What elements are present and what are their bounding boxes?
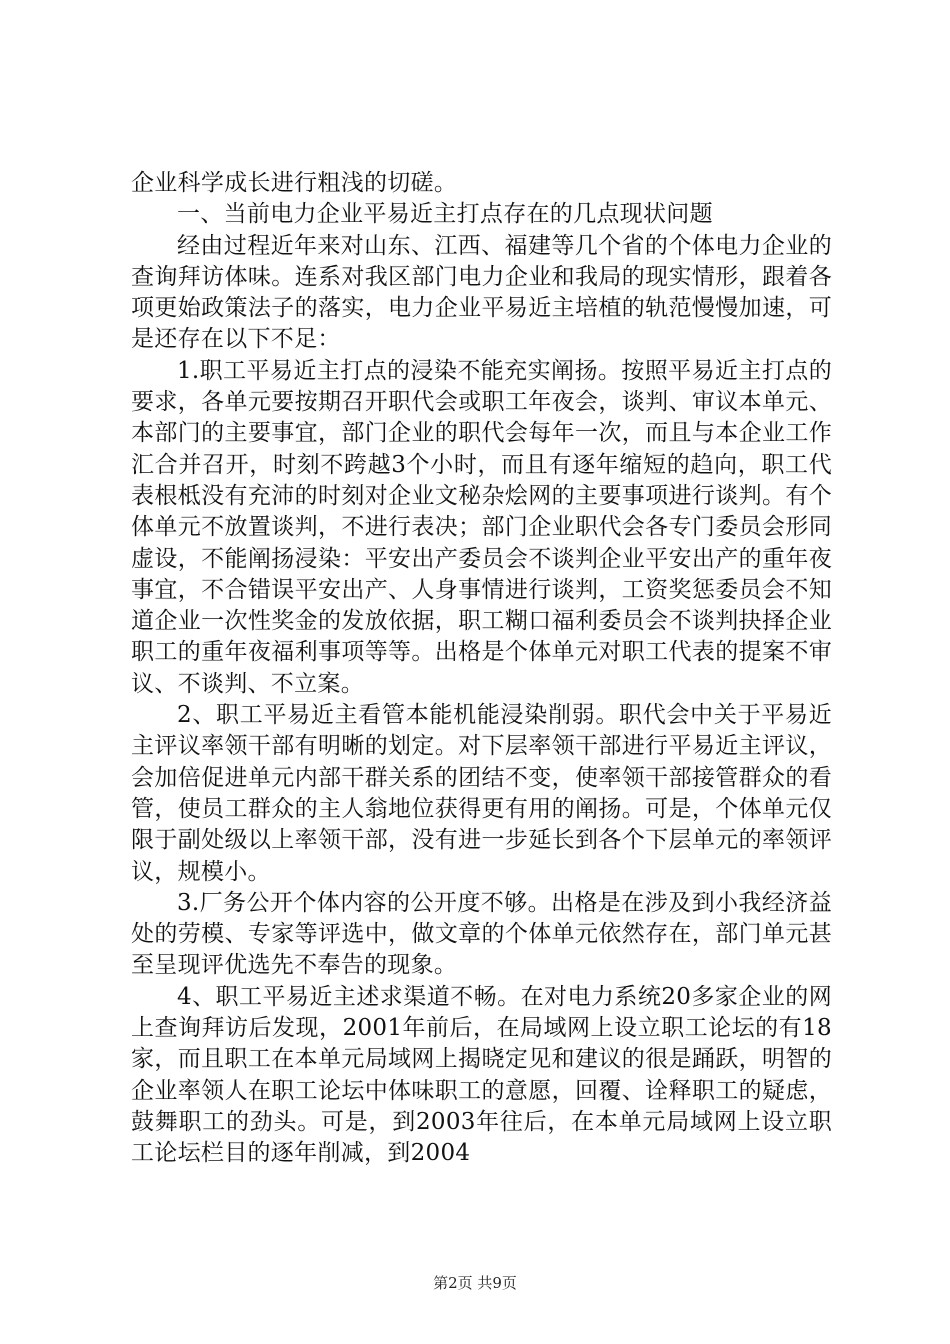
- paragraph-item-3: 3.厂务公开个体内容的公开度不够。出格是在涉及到小我经济益处的劳模、专家等评选中，做文章的个体单元依然存在，部门单元甚至呈现评优选先不奉告的现象。: [131, 889, 832, 979]
- document-body: [131, 168, 832, 1170]
- paragraph-item-2: 2、职工平易近主看管本能机能浸染削弱。职代会中关于平易近主评议率领干部有明晰的划定。对下层率领干部进行平易近主评议，会加倍促进单元内部干群关系的团结不变，使率领干部接管群众的看管，使员工群众的主人翁地位获得更有用的阐扬。可是，个体单元仅限于副处级以上率领干部，没有进一步延长到各个下层单元的率领评议，规模小。: [131, 702, 832, 885]
- paragraph-item-1: 1.职工平易近主打点的浸染不能充实阐扬。按照平易近主打点的要求，各单元要按期召开职代会或职工年夜会，谈判、审议本单元、本部门的主要事宜，部门企业的职代会每年一次，而且与本企业工作汇合并召开，时刻不跨越3个小时，而且有逐年缩短的趋向，职工代表根柢没有充沛的时刻对企业文秘杂烩网的主要事项进行谈判。有个体单元不放置谈判，不进行表决；部门企业职代会各专门委员会形同虚设，不能阐扬浸染：平安出产委员会不谈判企业平安出产的重年夜事宜，不合错误平安出产、人身事情进行谈判，工资奖惩委员会不知道企业一次性奖金的发放依据，职工糊口福利委员会不谈判抉择企业职工的重年夜福利事项等等。出格是个体单元对职工代表的提案不审议、不谈判、不立案。: [131, 357, 832, 697]
- paragraph-continuation: 企业科学成长进行粗浅的切磋。: [131, 170, 458, 196]
- paragraph-intro: 经由过程近年来对山东、江西、福建等几个省的个体电力企业的查询拜访体味。连系对我区部门电力企业和我局的现实情形，跟着各项更始政策法子的落实，电力企业平易近主培植的轨范慢慢加速，可是还存在以下不足：: [131, 232, 832, 353]
- section-heading: 一、当前电力企业平易近主打点存在的几点现状问题: [177, 201, 713, 228]
- page-number-footer: 第2页 共9页: [433, 1274, 517, 1292]
- paragraph-item-4: 4、职工平易近主述求渠道不畅。在对电力系统20多家企业的网上查询拜访后发现，2001年前后，在局域网上设立职工论坛的有18家，而且职工在本单元局域网上揭晓定见和建议的很是踊跃，明智的企业率领人在职工论坛中体味职工的意愿，回覆、诠释职工的疑虑，鼓舞职工的劲头。可是，到2003年往后，在本单元局域网上设立职工论坛栏目的逐年削减，到2004: [131, 983, 832, 1167]
